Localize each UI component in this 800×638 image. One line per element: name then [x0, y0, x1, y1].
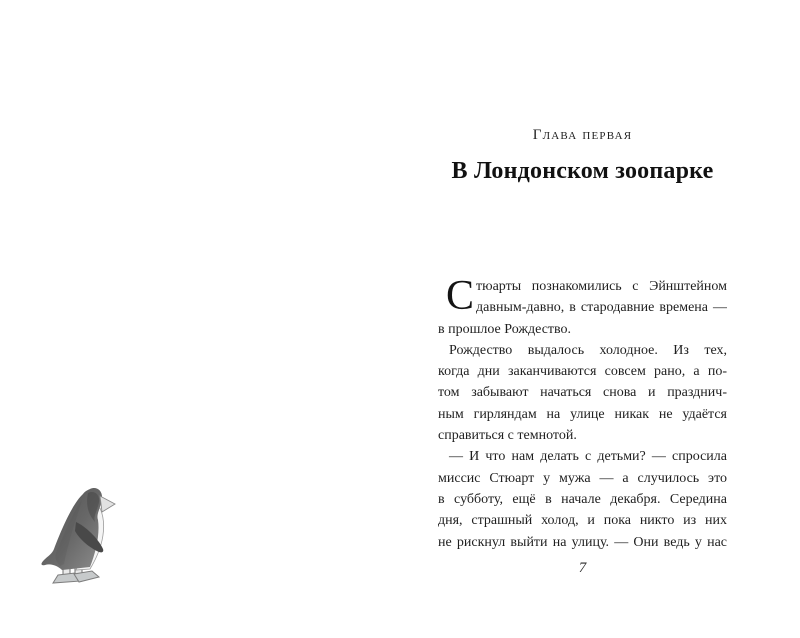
text-line: Рождество выдалось холодное. Из тех,	[449, 342, 727, 358]
penguin-beak	[100, 496, 115, 512]
text-line: когда дни заканчиваются совсем рано, а по-	[438, 364, 727, 380]
text-line: давным-давно, в стародавние времена —	[476, 300, 727, 316]
text-line: миссис Стюарт у мужа — а случилось это	[438, 470, 727, 486]
page-number: 7	[578, 560, 587, 576]
drop-cap: С	[446, 273, 475, 319]
text-line: тюарты познакомились с Эйнштейном	[476, 279, 727, 294]
body-text	[438, 273, 727, 553]
penguin-illustration	[38, 486, 122, 586]
text-line: дня, страшный холод, и пока никто из них	[438, 513, 727, 529]
text-line: — И что нам делать с детьми? — спросила	[449, 449, 727, 465]
text-line: в прошлое Рождество.	[438, 321, 572, 337]
text-line: не рискнул выйти на улицу. — Они ведь у нас	[438, 534, 727, 550]
chapter-label: Глава первая	[532, 127, 633, 143]
text-line: ным гирляндам на улице никак не удаётся	[438, 406, 727, 422]
text-line: справиться с темнотой.	[438, 428, 577, 444]
chapter-title: В Лондонском зоопарке	[451, 158, 714, 184]
right-page	[400, 0, 800, 638]
text-line: в субботу, ещё в начале декабря. Середина	[438, 491, 727, 507]
text-line: том забывают начаться снова и празднич-	[438, 385, 727, 401]
